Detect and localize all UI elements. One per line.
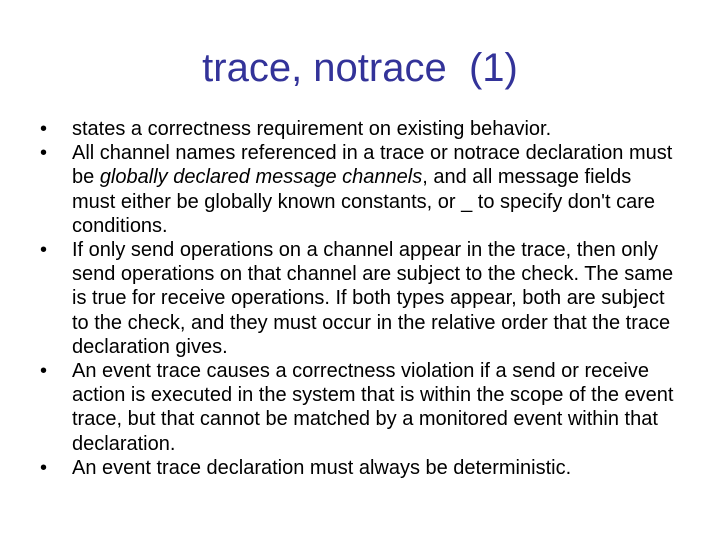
bullet-text: states a correctness requirement on existing behavior. <box>72 118 552 140</box>
bullet-item-2 <box>40 141 680 238</box>
bullet-text: An event trace causes a correctness violation if a send or receive action is executed in the system that is within the scope of the event trace, but that cannot be matched by a monitored event within that declaration. <box>72 360 674 455</box>
bullet-dot: • <box>40 456 48 479</box>
bullet-item-1 <box>40 117 680 141</box>
bullet-text: An event trace declaration must always be deterministic. <box>72 456 572 479</box>
bullet-dot: • <box>40 360 48 383</box>
bullet-dot: • <box>40 239 48 262</box>
bullet-item-5 <box>40 456 680 480</box>
bullet-text: If only send operations on a channel appear in the trace, then only send operations on that channel are subject to the check. The same is true for receive operations. If both types appear, both are subject to the check, and they must occur in the relative order that the trace declaration gives. <box>72 239 674 358</box>
bullet-item-4 <box>40 359 680 456</box>
slide-title: trace, notrace (1) <box>202 46 518 90</box>
bullet-text-before: All channel names referenced in a trace or notrace declaration must be <box>72 142 673 189</box>
bullet-dot: • <box>40 142 48 165</box>
bullet-text-after: , and all message fields must either be globally known constants, or _ to specify don't care conditions. <box>72 166 656 237</box>
bullet-dot: • <box>40 118 48 140</box>
bullet-text-italic: globally declared message channels <box>99 166 423 189</box>
bullet-list <box>40 117 680 480</box>
bullet-item-3 <box>40 238 680 359</box>
